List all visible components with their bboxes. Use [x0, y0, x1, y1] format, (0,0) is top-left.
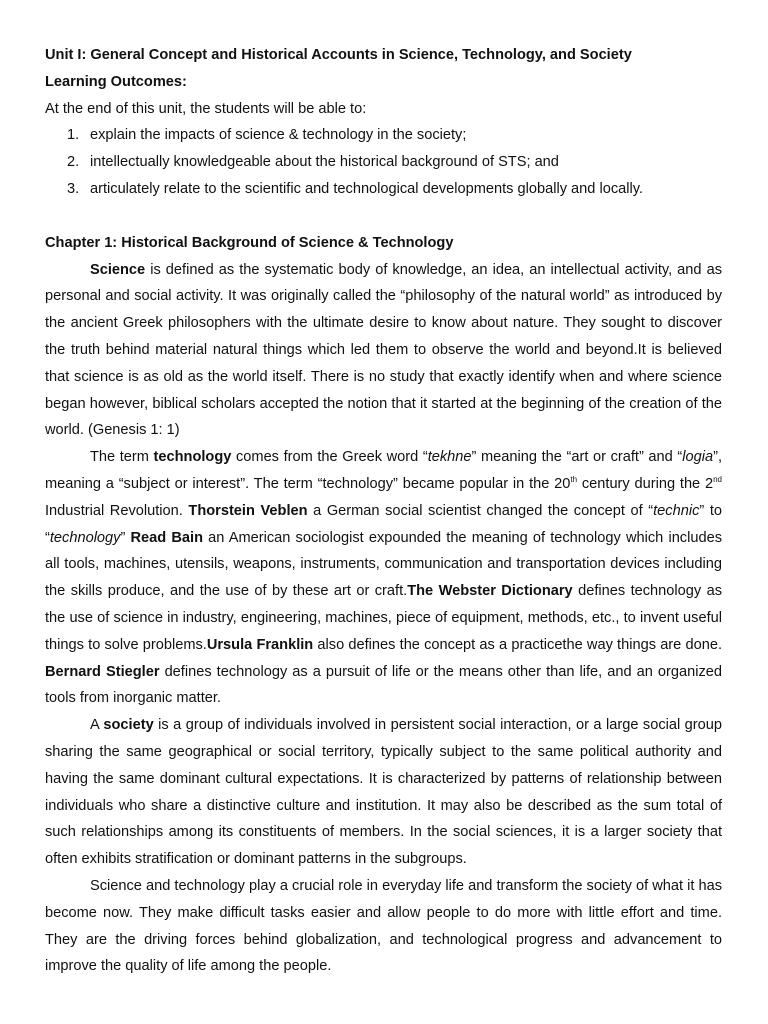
paragraph-technology — [45, 444, 722, 712]
unit-title: Unit I: General Concept and Historical Accounts in Science, Technology, and Society — [45, 47, 632, 63]
paragraph-science — [45, 257, 722, 445]
paragraph-society — [45, 712, 722, 873]
text-run: century during the 2 — [577, 475, 714, 492]
term-society: society — [103, 717, 154, 734]
text-run: comes from the Greek word “ — [231, 449, 428, 466]
superscript-th: th — [570, 474, 578, 484]
text-run: defines technology as a pursuit of life or the means other than life, and an organized tools from inorganic matter. — [45, 663, 722, 707]
list-item-text: intellectually knowledgeable about the historical background of STS; and — [90, 154, 559, 171]
text-run: Industrial Revolution. — [45, 502, 189, 519]
chapter-title: Chapter 1: Historical Background of Science & Technology — [45, 234, 454, 251]
text-run: ” meaning the “art or craft” and “ — [471, 449, 683, 466]
name-webster-dictionary: The Webster Dictionary — [407, 583, 573, 600]
section-spacer — [45, 203, 722, 230]
paragraph-conclusion: Science and technology play a crucial role in everyday life and transform the society of what it has become now. They make difficult tasks easier and allow people to do more with little effort and time. They are the driving forces behind globalization, and technological progress and advancement to improve the quality of life among the people. — [45, 877, 722, 975]
term-technology: technology — [153, 449, 232, 466]
learning-outcomes-heading: Learning Outcomes: — [45, 73, 187, 90]
text-run: ” — [120, 529, 131, 546]
name-ursula-franklin: Ursula Franklin — [206, 636, 314, 653]
text-run: a German social scientist changed the concept of “ — [307, 502, 654, 519]
word-logia: logia — [682, 449, 714, 466]
list-item-number: 2. — [67, 154, 80, 171]
list-item — [67, 122, 722, 149]
term-science: Science — [90, 261, 146, 278]
name-thorstein-veblen: Thorstein Veblen — [188, 502, 308, 519]
paragraph-text: is defined as the systematic body of knowledge, an idea, an intellectual activity, and as personal and social activity. It was originally called the “philosophy of the natural world” as introduced by the ancient Greek philosophers with the ultimate desire to know about nature. They sought to discover the truth behind material natural things which led them to observe the world and beyond.It is believed that science is as old as the world itself. There is no study that exactly identify when and where science began however, biblical scholars accepted the notion that it started at the beginning of the creation of the world. (Genesis 1: 1) — [45, 261, 722, 439]
text-run: also defines the concept as a practicethe way things are done. — [313, 636, 722, 653]
outcomes-intro: At the end of this unit, the students will be able to: — [45, 100, 367, 117]
list-item — [67, 149, 722, 176]
text-run: ” to “ — [45, 502, 722, 546]
outcomes-list — [45, 122, 722, 202]
text-run: defines technology as the use of science in industry, engineering, machines, piece of equipment, methods, etc., to invent useful things to solve problems. — [45, 583, 722, 653]
superscript-nd: nd — [713, 474, 722, 484]
text-run: is a group of individuals involved in persistent social interaction, or a large social group sharing the same geographical or social territory, typically subject to the same political authority and having the same dominant cultural expectations. It is characterized by patterns of relationship between individuals who share a distinctive culture and institution. It may also be described as the sum total of such relationships among its constituents of members. In the social sciences, it is a larger society that often exhibits stratification or dominant patterns in the subgroups. — [45, 717, 723, 868]
name-bernard-stiegler: Bernard Stiegler — [45, 663, 160, 680]
text-run: A — [90, 717, 104, 734]
list-item-number: 1. — [67, 127, 80, 144]
word-technic: technic — [653, 502, 700, 519]
list-item-number: 3. — [67, 180, 80, 197]
text-run: ”, meaning a “subject or interest”. The term “technology” became popular in the 20 — [45, 449, 722, 492]
text-run: an American sociologist expounded the meaning of technology which includes all tools, machines, utensils, weapons, instruments, communication and transportation devices including the skills produce, and the use of by these art or craft. — [45, 529, 722, 600]
list-item-text: articulately relate to the scientific and technological developments globally and locally. — [90, 180, 643, 197]
word-tekhne: tekhne — [427, 449, 472, 466]
word-technology-italic: technology — [49, 529, 121, 546]
name-read-bain: Read Bain — [130, 529, 203, 546]
text-run: The term — [90, 449, 154, 466]
list-item — [67, 176, 722, 203]
list-item-text: explain the impacts of science & technology in the society; — [90, 127, 467, 144]
